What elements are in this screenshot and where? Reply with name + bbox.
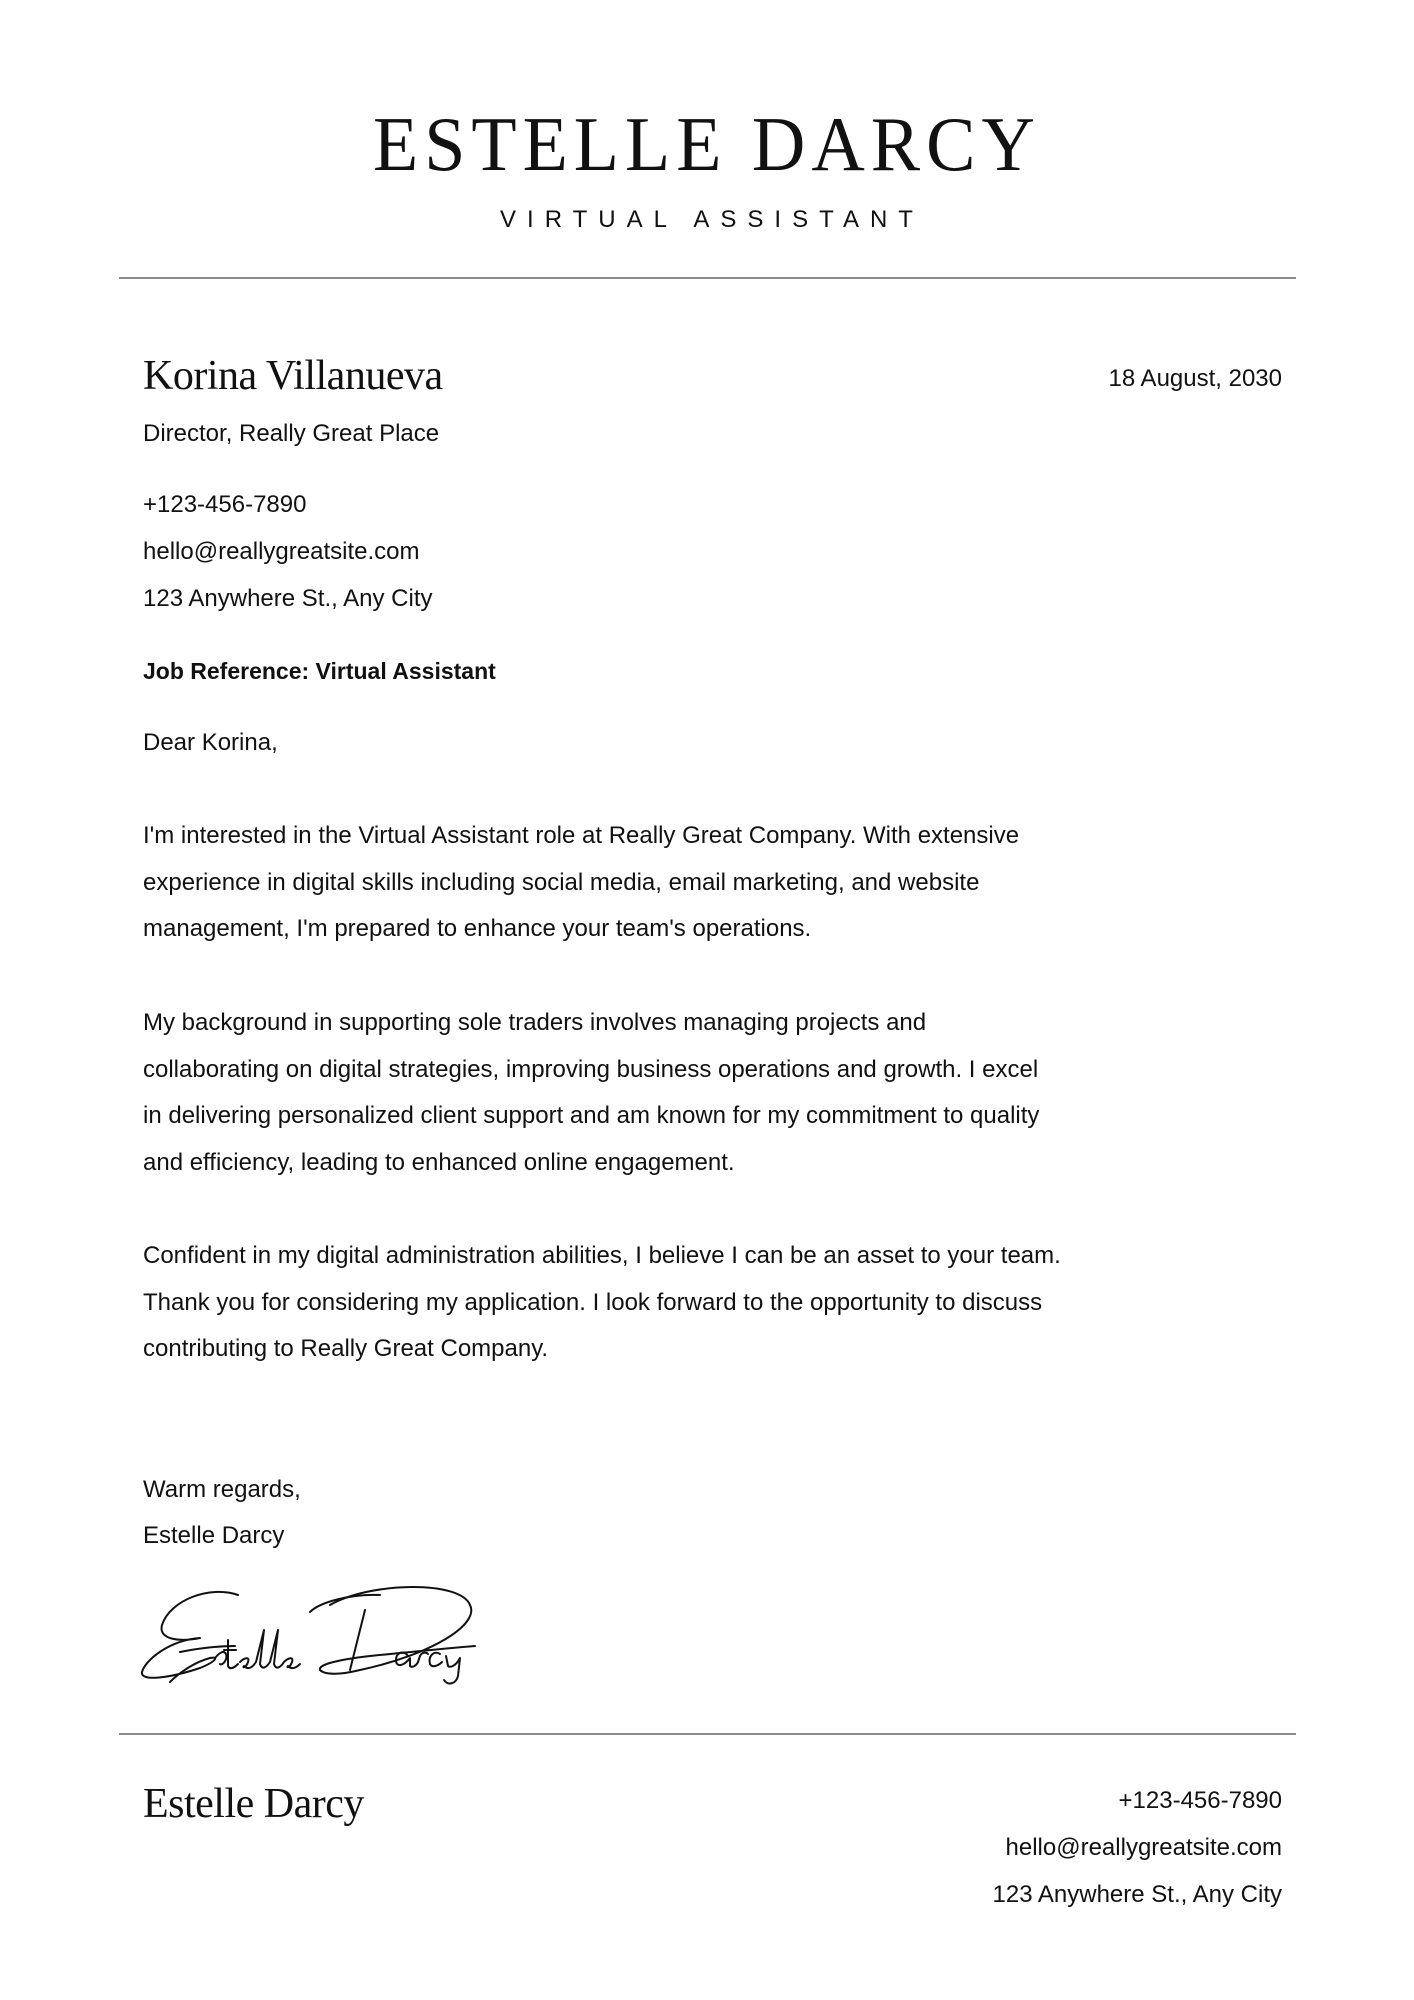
letter-date: 18 August, 2030 — [1108, 365, 1282, 392]
body-line: Confident in my digital administration abilities, I believe I can be an asset to your team. — [143, 1242, 1061, 1269]
body-paragraph-1 — [143, 813, 1303, 953]
valediction: Warm regards, — [143, 1476, 301, 1503]
body-line: management, I'm prepared to enhance your team's operations. — [143, 915, 812, 942]
sender-name: Estelle Darcy — [143, 1522, 285, 1549]
header-divider — [119, 277, 1296, 279]
body-paragraph-3 — [143, 1233, 1303, 1373]
body-line: Thank you for considering my application. I look forward to the opportunity to discuss — [143, 1288, 1043, 1316]
footer-divider — [119, 1733, 1296, 1735]
recipient-phone: +123-456-7890 — [143, 491, 307, 518]
body-line: My background in supporting sole traders involves managing projects and — [143, 1009, 927, 1036]
footer-phone: +123-456-7890 — [1118, 1787, 1282, 1814]
job-reference: Job Reference: Virtual Assistant — [143, 658, 496, 684]
body-line: in delivering personalized client support and am known for my commitment to quality — [143, 1102, 1040, 1129]
footer-address: 123 Anywhere St., Any City — [992, 1881, 1282, 1908]
body-line: experience in digital skills including social media, email marketing, and website — [143, 868, 980, 896]
salutation: Dear Korina, — [143, 729, 278, 756]
letterhead-name: ESTELLE DARCY — [373, 101, 1041, 189]
recipient-address: 123 Anywhere St., Any City — [143, 585, 433, 612]
signature-image — [140, 1580, 500, 1700]
recipient-name: Korina Villanueva — [143, 353, 443, 399]
body-line: contributing to Really Great Company. — [143, 1335, 549, 1362]
body-line: collaborating on digital strategies, improving business operations and growth. I excel — [143, 1055, 1039, 1083]
body-paragraph-2 — [143, 1000, 1303, 1186]
recipient-email: hello@reallygreatsite.com — [143, 538, 420, 565]
body-line: I'm interested in the Virtual Assistant role at Really Great Company. With extensive — [143, 822, 1020, 849]
footer-email: hello@reallygreatsite.com — [1005, 1834, 1282, 1861]
letterhead-role: VIRTUAL ASSISTANT — [500, 206, 924, 233]
footer-name: Estelle Darcy — [143, 1781, 364, 1827]
recipient-title: Director, Really Great Place — [143, 420, 440, 447]
body-line: and efficiency, leading to enhanced online engagement. — [143, 1148, 735, 1176]
